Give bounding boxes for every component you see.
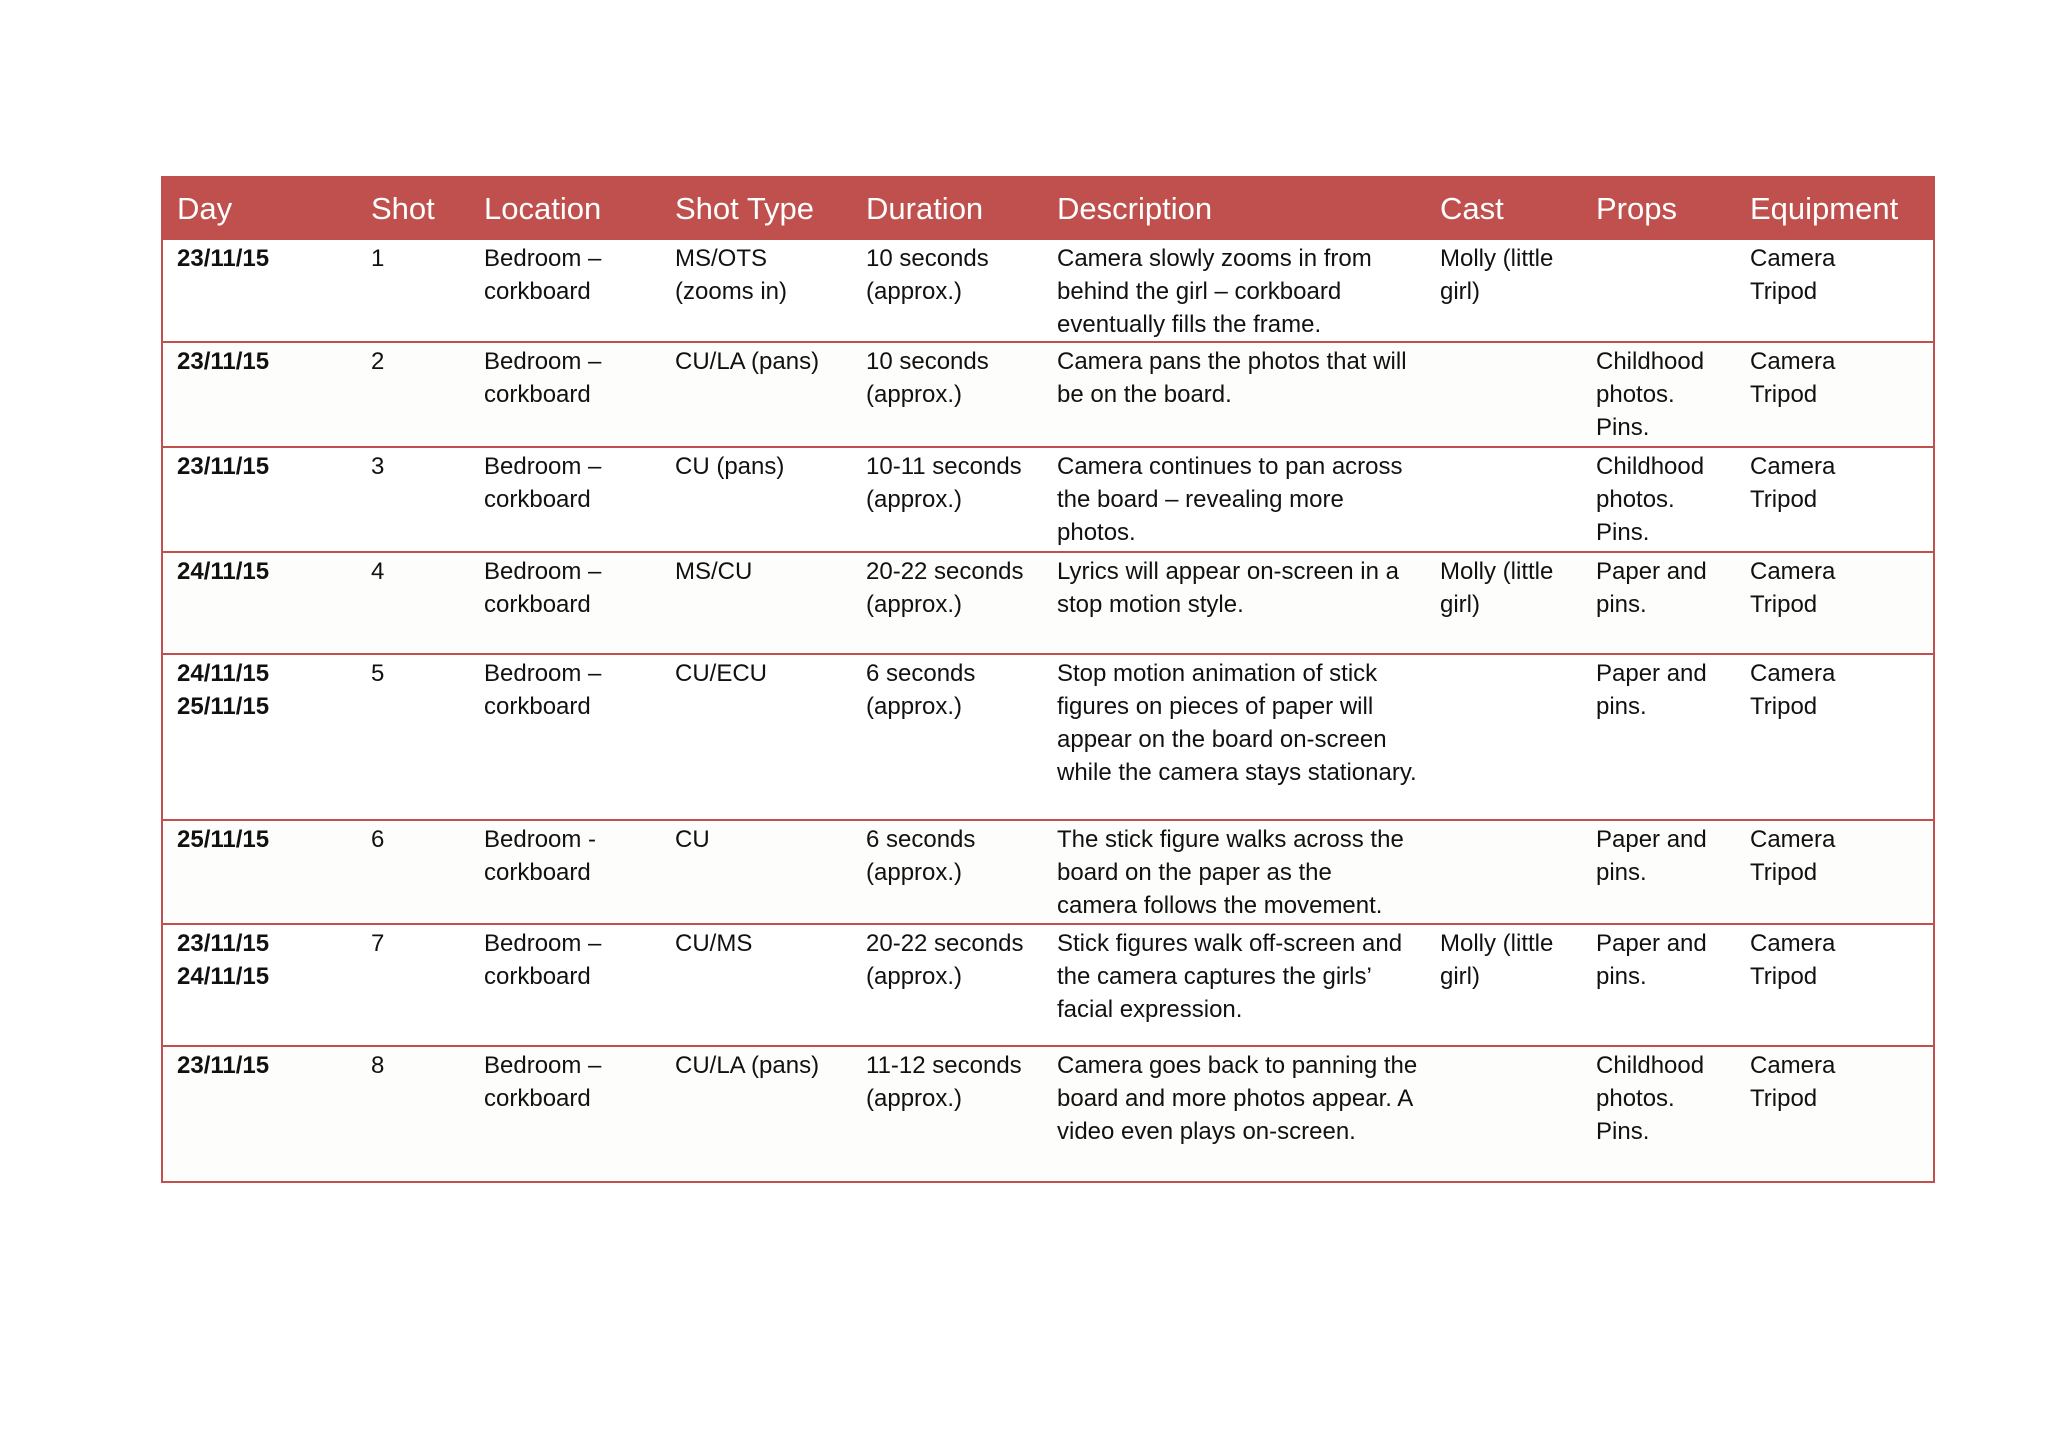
header-props: Props <box>1582 177 1736 240</box>
cell-cast <box>1426 1046 1582 1182</box>
cell-shot-type: CU (pans) <box>661 447 852 552</box>
cell-description: Camera pans the photos that will be on the board. <box>1043 342 1426 447</box>
cell-cast <box>1426 820 1582 924</box>
cell-description: Stop motion animation of stick figures on pieces of paper will appear on the board on-screen while the camera stays stationary. <box>1043 654 1426 820</box>
shot-list-table-wrapper <box>161 176 1933 1183</box>
cell-shot-type: CU/LA (pans) <box>661 342 852 447</box>
header-row <box>162 177 1934 240</box>
cell-cast: Molly (little girl) <box>1426 240 1582 342</box>
table-row <box>162 552 1934 654</box>
table-row <box>162 924 1934 1046</box>
header-duration: Duration <box>852 177 1043 240</box>
cell-shot-type: MS/OTS (zooms in) <box>661 240 852 342</box>
cell-equipment: Camera Tripod <box>1736 447 1934 552</box>
cell-cast <box>1426 654 1582 820</box>
cell-location: Bedroom – corkboard <box>470 654 661 820</box>
header-cast: Cast <box>1426 177 1582 240</box>
cell-duration: 20-22 seconds (approx.) <box>852 552 1043 654</box>
cell-equipment: Camera Tripod <box>1736 1046 1934 1182</box>
cell-shot: 3 <box>357 447 470 552</box>
header-shot-type: Shot Type <box>661 177 852 240</box>
table-row <box>162 820 1934 924</box>
cell-cast: Molly (little girl) <box>1426 552 1582 654</box>
cell-equipment: Camera Tripod <box>1736 654 1934 820</box>
cell-duration: 6 seconds (approx.) <box>852 654 1043 820</box>
cell-cast: Molly (little girl) <box>1426 924 1582 1046</box>
header-shot: Shot <box>357 177 470 240</box>
cell-shot: 4 <box>357 552 470 654</box>
cell-shot: 8 <box>357 1046 470 1182</box>
cell-shot-type: CU/LA (pans) <box>661 1046 852 1182</box>
cell-props: Childhood photos. Pins. <box>1582 342 1736 447</box>
shot-list-table <box>161 176 1935 1183</box>
cell-description: Stick figures walk off-screen and the camera captures the girls’ facial expression. <box>1043 924 1426 1046</box>
cell-props: Paper and pins. <box>1582 552 1736 654</box>
cell-props: Paper and pins. <box>1582 654 1736 820</box>
cell-props: Childhood photos. Pins. <box>1582 1046 1736 1182</box>
cell-duration: 10 seconds (approx.) <box>852 342 1043 447</box>
cell-duration: 20-22 seconds (approx.) <box>852 924 1043 1046</box>
cell-location: Bedroom – corkboard <box>470 342 661 447</box>
header-equipment: Equipment <box>1736 177 1934 240</box>
cell-equipment: Camera Tripod <box>1736 342 1934 447</box>
cell-location: Bedroom - corkboard <box>470 820 661 924</box>
cell-props: Paper and pins. <box>1582 820 1736 924</box>
cell-description: Camera continues to pan across the board – revealing more photos. <box>1043 447 1426 552</box>
cell-props <box>1582 240 1736 342</box>
cell-props: Paper and pins. <box>1582 924 1736 1046</box>
cell-day: 24/11/15 <box>162 552 357 654</box>
cell-duration: 6 seconds (approx.) <box>852 820 1043 924</box>
header-description: Description <box>1043 177 1426 240</box>
table-row <box>162 342 1934 447</box>
cell-description: Camera goes back to panning the board and more photos appear. A video even plays on-screen. <box>1043 1046 1426 1182</box>
cell-location: Bedroom – corkboard <box>470 240 661 342</box>
cell-day: 24/11/15 25/11/15 <box>162 654 357 820</box>
cell-equipment: Camera Tripod <box>1736 552 1934 654</box>
cell-day: 25/11/15 <box>162 820 357 924</box>
cell-shot: 6 <box>357 820 470 924</box>
cell-location: Bedroom – corkboard <box>470 1046 661 1182</box>
cell-equipment: Camera Tripod <box>1736 820 1934 924</box>
cell-description: Lyrics will appear on-screen in a stop motion style. <box>1043 552 1426 654</box>
cell-cast <box>1426 342 1582 447</box>
table-row <box>162 1046 1934 1182</box>
cell-equipment: Camera Tripod <box>1736 924 1934 1046</box>
cell-shot-type: CU/MS <box>661 924 852 1046</box>
cell-location: Bedroom – corkboard <box>470 552 661 654</box>
table-row <box>162 240 1934 342</box>
cell-shot: 1 <box>357 240 470 342</box>
cell-day: 23/11/15 <box>162 342 357 447</box>
cell-shot-type: CU <box>661 820 852 924</box>
cell-day: 23/11/15 <box>162 240 357 342</box>
cell-shot-type: CU/ECU <box>661 654 852 820</box>
cell-location: Bedroom – corkboard <box>470 924 661 1046</box>
cell-duration: 11-12 seconds (approx.) <box>852 1046 1043 1182</box>
cell-shot: 2 <box>357 342 470 447</box>
cell-day: 23/11/15 <box>162 1046 357 1182</box>
table-row <box>162 447 1934 552</box>
cell-duration: 10 seconds (approx.) <box>852 240 1043 342</box>
cell-shot: 5 <box>357 654 470 820</box>
header-location: Location <box>470 177 661 240</box>
header-day: Day <box>162 177 357 240</box>
cell-location: Bedroom – corkboard <box>470 447 661 552</box>
cell-description: Camera slowly zooms in from behind the girl – corkboard eventually fills the frame. <box>1043 240 1426 342</box>
cell-description: The stick figure walks across the board on the paper as the camera follows the movement. <box>1043 820 1426 924</box>
cell-props: Childhood photos. Pins. <box>1582 447 1736 552</box>
cell-equipment: Camera Tripod <box>1736 240 1934 342</box>
cell-duration: 10-11 seconds (approx.) <box>852 447 1043 552</box>
cell-day: 23/11/15 <box>162 447 357 552</box>
table-row <box>162 654 1934 820</box>
cell-shot: 7 <box>357 924 470 1046</box>
cell-shot-type: MS/CU <box>661 552 852 654</box>
cell-cast <box>1426 447 1582 552</box>
cell-day: 23/11/15 24/11/15 <box>162 924 357 1046</box>
